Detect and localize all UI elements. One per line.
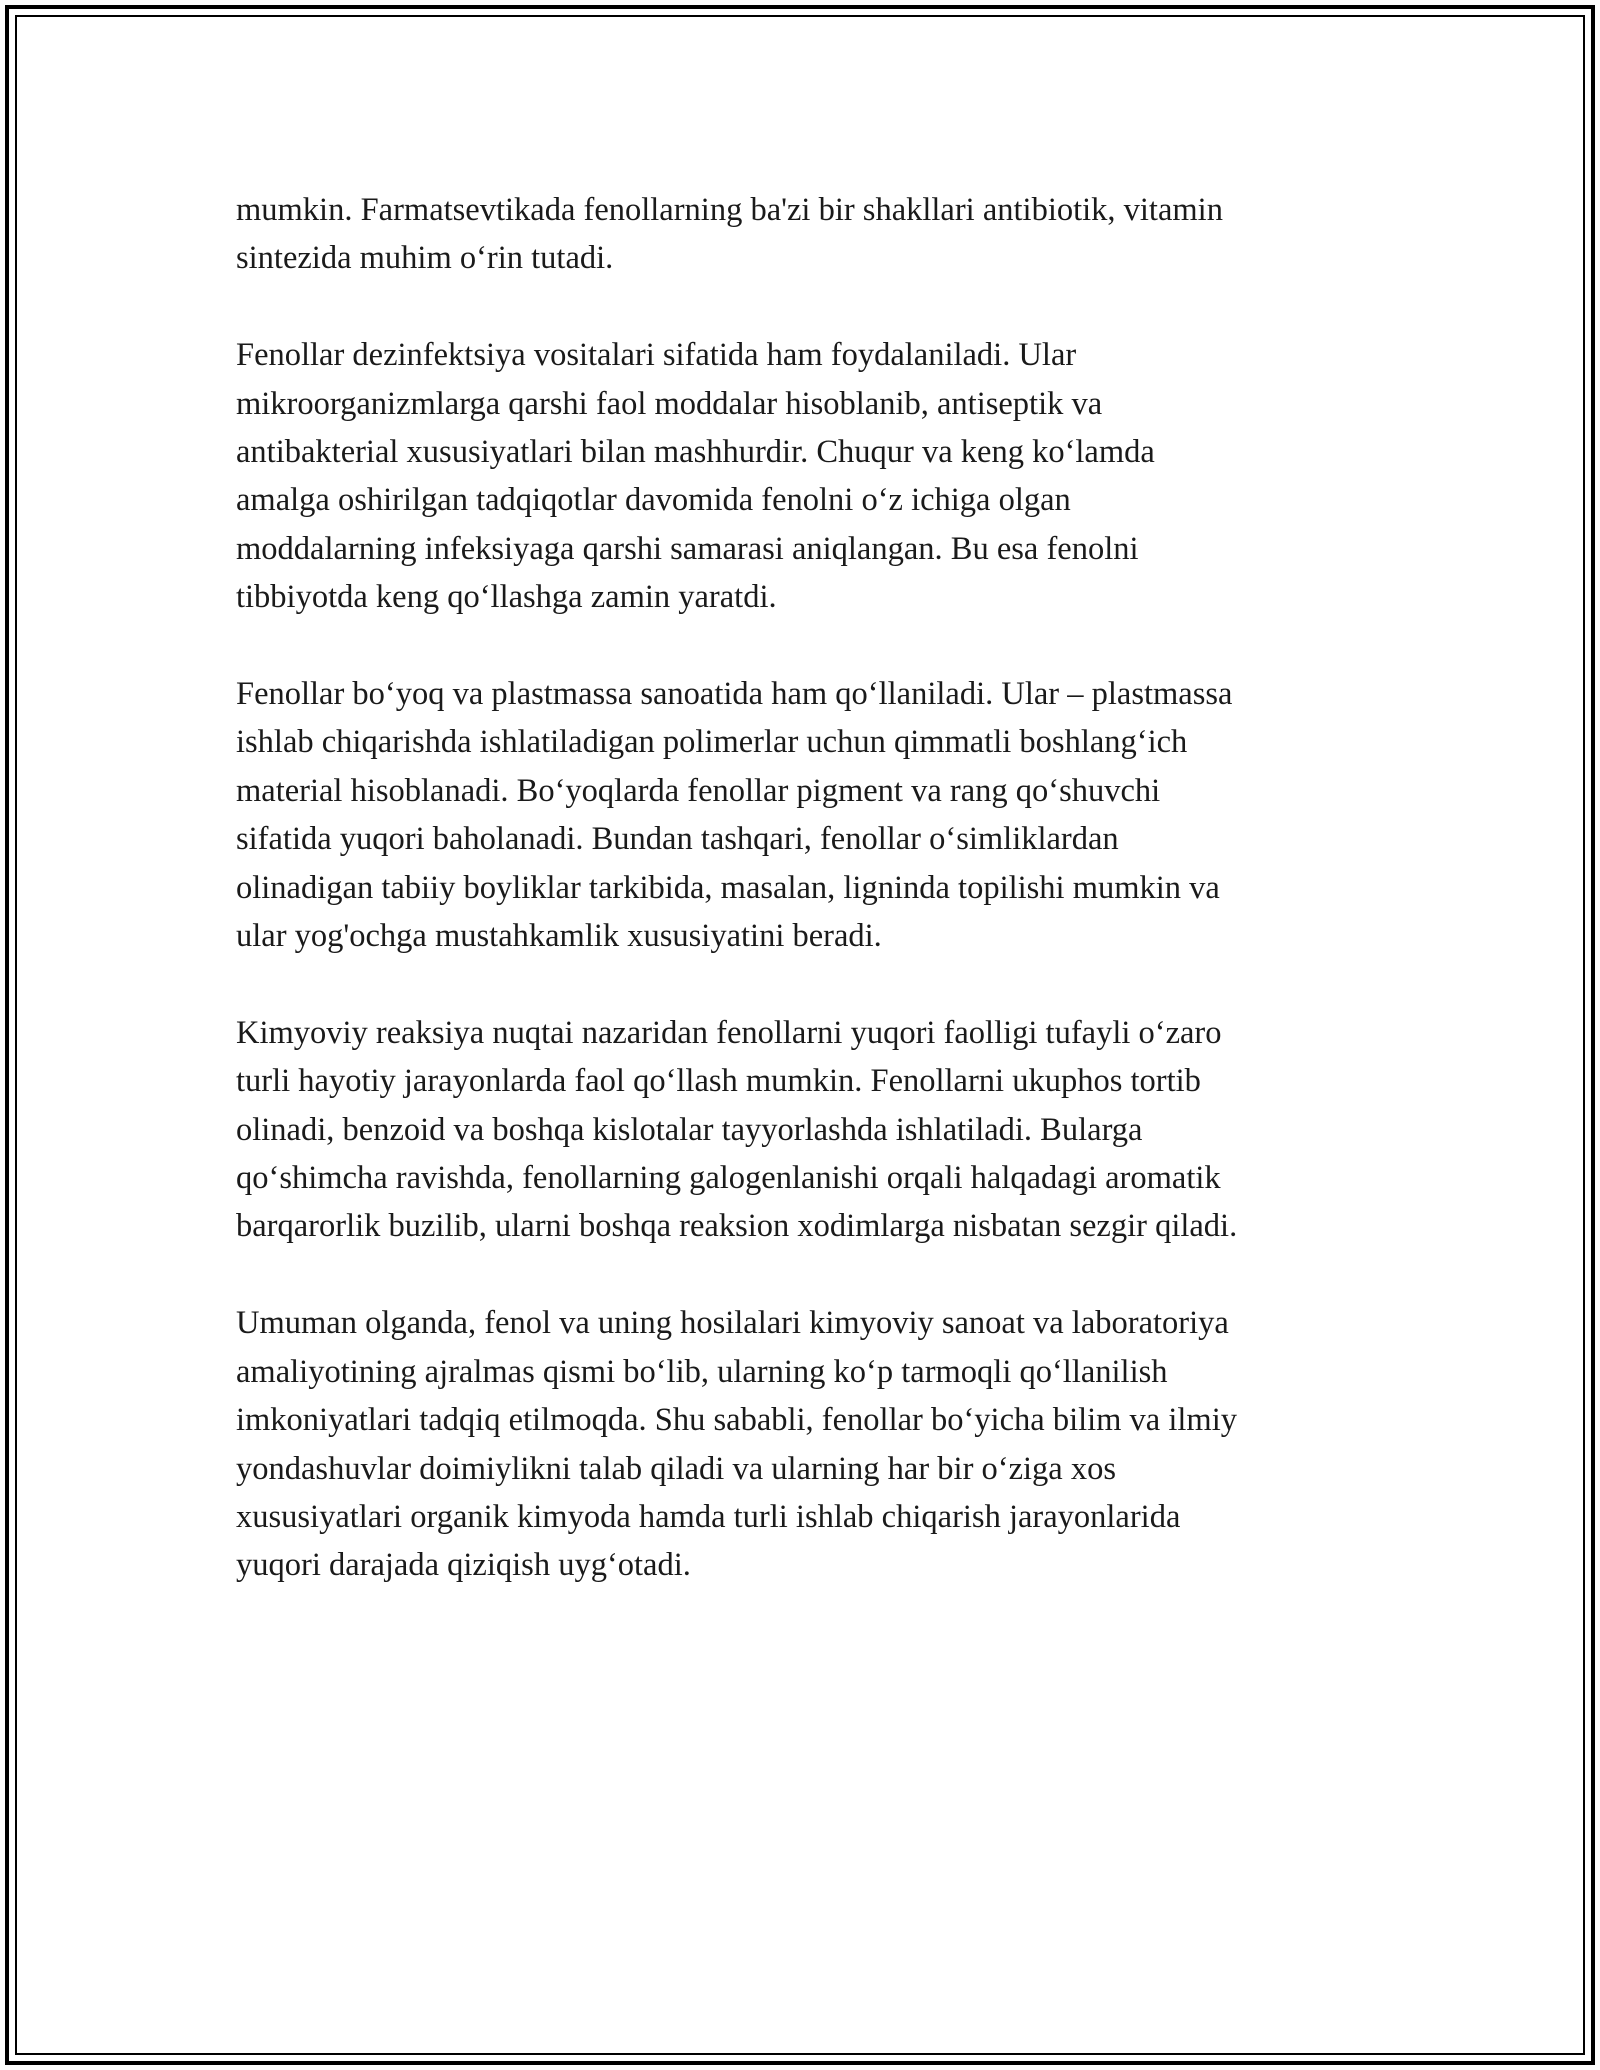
text-line: Kimyoviy reaksiya nuqtai nazaridan fenollarni yuqori faolligi tufayli o‘zaro	[236, 1014, 1222, 1051]
text-line: qo‘shimcha ravishda, fenollarning galogenlanishi orqali halqadagi aromatik	[236, 1160, 1221, 1197]
text-line: turli hayotiy jarayonlarda faol qo‘llash mumkin. Fenollarni ukuphos tortib	[236, 1063, 1201, 1100]
text-line: material hisoblanadi. Bo‘yoqlarda fenollar pigment va rang qo‘shuvchi	[236, 772, 1161, 809]
text-line: amaliyotining ajralmas qismi bo‘lib, ularning ko‘p tarmoqli qo‘llanilish	[236, 1353, 1168, 1390]
text-line: sintezida muhim o‘rin tutadi.	[236, 240, 614, 277]
paragraph	[236, 331, 1386, 621]
text-line: amalga oshirilgan tadqiqotlar davomida fenolni o‘z ichiga olgan	[236, 482, 1071, 519]
paragraph	[236, 670, 1386, 960]
text-line: mumkin. Farmatsevtikada fenollarning ba'zi bir shakllari antibiotik, vitamin	[236, 192, 1223, 228]
text-line: yondashuvlar doimiylikni talab qiladi va ularning har bir o‘ziga xos	[236, 1450, 1117, 1487]
text-line: barqarorlik buzilib, ularni boshqa reaksion xodimlarga nisbatan sezgir qiladi.	[236, 1208, 1238, 1245]
text-line: imkoniyatlari tadqiq etilmoqda. Shu sababli, fenollar bo‘yicha bilim va ilmiy	[236, 1402, 1237, 1439]
text-line: Fenollar dezinfektsiya vositalari sifatida ham foydalaniladi. Ular	[236, 337, 1077, 374]
text-line: olinadigan tabiiy boyliklar tarkibida, masalan, ligninda topilishi mumkin va	[236, 869, 1220, 906]
text-line: Fenollar bo‘yoq va plastmassa sanoatida ham qo‘llaniladi. Ular – plastmassa	[236, 676, 1233, 713]
text-line: mikroorganizmlarga qarshi faol moddalar hisoblanib, antiseptik va	[236, 385, 1103, 422]
text-line: yuqori darajada qiziqish uyg‘otadi.	[236, 1547, 691, 1584]
paragraph	[236, 1299, 1386, 1589]
text-line: tibbiyotda keng qo‘llashga zamin yaratdi.	[236, 579, 777, 616]
document-body	[236, 186, 1386, 1638]
text-line: antibakterial xususiyatlari bilan mashhurdir. Chuqur va keng ko‘lamda	[236, 434, 1155, 471]
text-line: sifatida yuqori baholanadi. Bundan tashqari, fenollar o‘simliklardan	[236, 821, 1119, 858]
paragraph	[236, 186, 1386, 283]
text-line: ishlab chiqarishda ishlatiladigan polimerlar uchun qimmatli boshlang‘ich	[236, 724, 1188, 761]
text-line: moddalarning infeksiyaga qarshi samarasi aniqlangan. Bu esa fenolni	[236, 530, 1139, 567]
text-line: Umuman olganda, fenol va uning hosilalari kimyoviy sanoat va laboratoriya	[236, 1305, 1229, 1342]
text-line: olinadi, benzoid va boshqa kislotalar tayyorlashda ishlatiladi. Bularga	[236, 1111, 1143, 1148]
text-line: ular yog'ochga mustahkamlik xususiyatini beradi.	[236, 918, 882, 955]
text-line: xususiyatlari organik kimyoda hamda turli ishlab chiqarish jarayonlarida	[236, 1498, 1181, 1535]
paragraph	[236, 1009, 1386, 1251]
